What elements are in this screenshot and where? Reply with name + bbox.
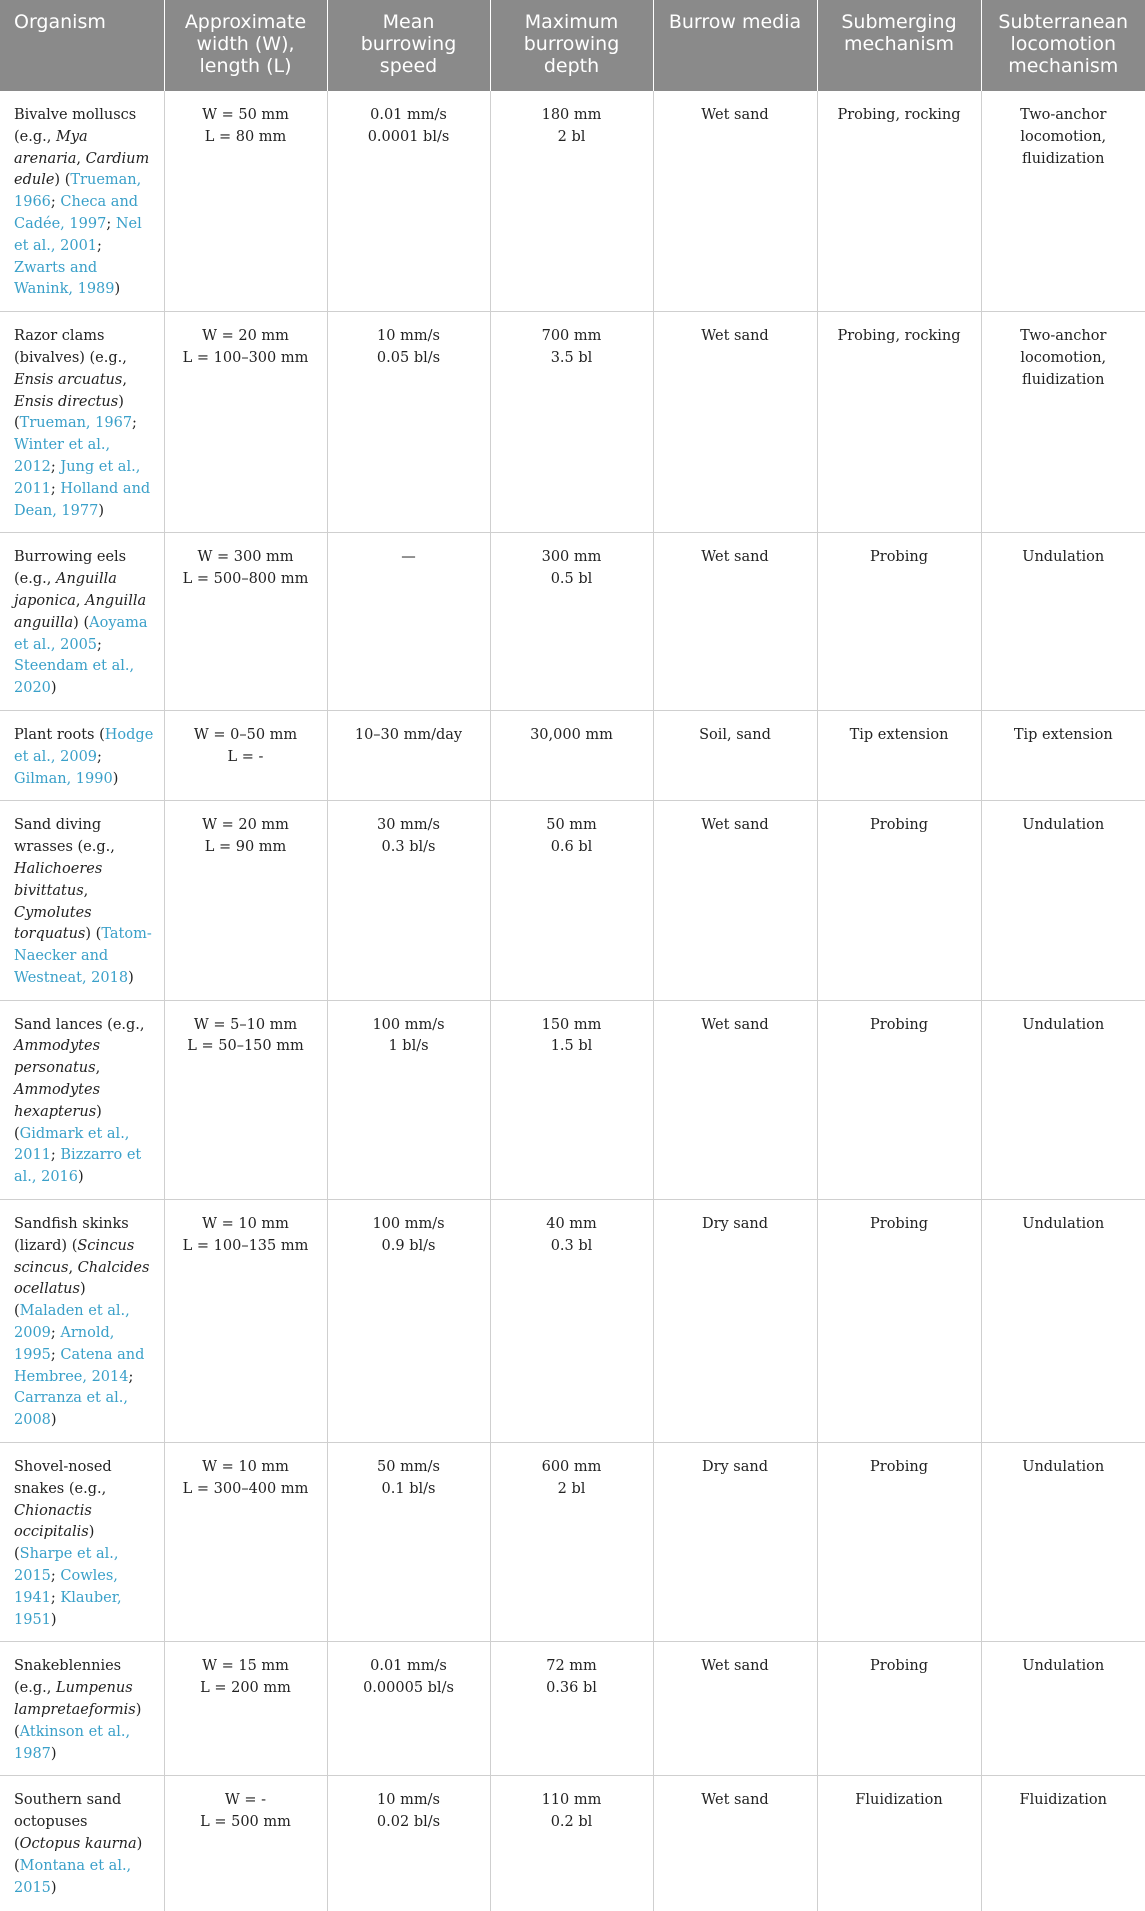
cell-speed [327,1443,490,1642]
species-separator: , [122,371,127,388]
table-header [0,0,1145,91]
reference-link[interactable]: Bizzarro et al., 2016 [14,1147,142,1186]
organism-close: ) [136,1836,143,1853]
refs-open: ( [14,415,20,432]
organism-name: Razor clams (bivalves) (e.g., [14,328,127,366]
organism-close: ) [88,1524,95,1541]
cell-submerging-text: Probing [870,817,928,834]
cell-depth [490,801,653,1000]
reference-separator: ; [50,1325,61,1342]
cell-submerging [817,91,981,312]
organism-close: ) [54,172,61,189]
cell-locomotion [981,710,1145,800]
cell-size-line1: W = 10 mm [202,1216,289,1233]
cell-locomotion-text: Tip extension [1013,726,1113,743]
cell-locomotion-text: Undulation [1022,1016,1105,1033]
table-row [0,312,1145,533]
cell-speed-line2: 0.00005 bl/s [363,1680,454,1697]
cell-size-line2: L = 50–150 mm [187,1038,304,1055]
species-separator: , [75,592,86,609]
cell-depth [490,1443,653,1642]
cell-speed [327,710,490,800]
reference-link[interactable]: Tatom-Naecker and Westneat, 2018 [14,926,152,986]
species-name: Octopus kaurna [19,1836,137,1853]
refs-close: ) [112,770,119,787]
reference-link[interactable]: Cowles, 1941 [14,1568,118,1606]
cell-submerging [817,312,981,533]
reference-link[interactable]: Gilman, 1990 [14,770,113,787]
cell-speed-line1: 30 mm/s [377,817,440,834]
cell-locomotion-text: Two-anchor locomotion, fluidization [1020,328,1107,388]
cell-organism [0,1200,164,1443]
cell-size-line2: L = 80 mm [204,128,287,145]
refs-open: ( [14,1723,20,1740]
cell-locomotion-text: Undulation [1022,1459,1105,1476]
cell-locomotion [981,1000,1145,1199]
organism-close: ) [135,1702,142,1719]
cell-speed-line1: 0.01 mm/s [370,107,447,123]
species-name: Chionactis occipitalis [14,1502,92,1541]
cell-size-line2: L = 500 mm [200,1814,291,1831]
table-row [0,1200,1145,1443]
cell-speed-line1: 50 mm/s [377,1459,440,1476]
reference-link[interactable]: Klauber, 1951 [14,1589,122,1628]
cell-size [164,710,327,800]
header-speed: Mean burrowing speed [327,0,490,91]
organism-close: ) [85,926,92,943]
cell-size-line1: W = 0–50 mm [193,726,298,743]
cell-depth [490,1776,653,1911]
cell-depth-line2: 0.6 bl [550,839,593,856]
cell-speed [327,801,490,1000]
reference-separator: ; [50,1346,61,1363]
species-name: Lumpenus lampretaeformis [14,1680,136,1719]
reference-link[interactable]: Atkinson et al., 1987 [14,1723,131,1762]
cell-speed [327,1776,490,1911]
reference-link[interactable]: Sharpe et al., 2015 [14,1546,119,1585]
table-row [0,710,1145,800]
cell-depth [490,312,653,533]
organism-name: Sand diving wrasses (e.g., [14,817,115,856]
cell-size-line2: L = 90 mm [204,839,287,856]
cell-size-line2: L = 500–800 mm [182,571,309,588]
cell-organism [0,801,164,1000]
organism-name: Burrowing eels (e.g., [14,549,127,588]
species-name: Halichoeres bivittatus [14,860,103,899]
cell-depth-line1: 50 mm [546,817,597,834]
reference-link[interactable]: Hodge et al., 2009 [14,726,154,765]
cell-size-line1: W = 300 mm [197,549,294,566]
cell-size-line1: W = 20 mm [202,817,289,834]
cell-size-line2: L = - [227,748,264,765]
reference-link[interactable]: Steendam et al., 2020 [14,658,135,697]
cell-media-text: Wet sand [701,817,769,834]
reference-separator: ; [97,237,102,254]
cell-speed [327,1200,490,1443]
header-submerging: Submerging mechanism [817,0,981,91]
cell-depth-line1: 300 mm [541,549,602,566]
species-name: Ammodytes personatus [14,1038,101,1077]
cell-speed-line1: 10 mm/s [377,328,440,345]
cell-depth-line2: 2 bl [557,128,586,145]
cell-depth-line2: 0.36 bl [546,1680,597,1697]
reference-link[interactable]: Arnold, 1995 [14,1325,115,1363]
cell-media [653,1776,817,1911]
table-row [0,1443,1145,1642]
reference-link[interactable]: Jung et al., 2011 [14,458,141,497]
cell-media [653,533,817,711]
cell-speed-line2: 0.02 bl/s [376,1814,441,1831]
cell-depth [490,91,653,312]
species-name: Mya arenaria [14,128,88,167]
refs-close: ) [78,1169,84,1186]
reference-separator: ; [50,1568,61,1585]
species-name: Scincus scincus [14,1237,135,1276]
cell-submerging-text: Probing [870,1016,928,1033]
cell-organism [0,1000,164,1199]
species-name: Anguilla japonica [14,571,117,609]
reference-link[interactable]: Montana et al., 2015 [14,1857,132,1896]
cell-submerging-text: Tip extension [849,726,949,743]
cell-locomotion-text: Undulation [1022,1216,1105,1233]
species-separator: , [95,1060,101,1077]
cell-speed-line1: — [401,549,416,566]
cell-speed [327,91,490,312]
organism-close: ) [79,1281,86,1298]
refs-open: ( [60,172,71,189]
cell-locomotion [981,1776,1145,1911]
cell-submerging-text: Probing [870,1216,928,1233]
cell-depth-line2: 1.5 bl [550,1038,593,1055]
cell-depth-line1: 30,000 mm [530,726,613,743]
refs-open: ( [94,726,105,743]
species-name: Anguilla anguilla [14,592,147,631]
reference-separator: ; [50,1147,61,1164]
cell-size-line1: W = - [224,1792,267,1809]
cell-submerging-text: Probing [870,549,928,566]
cell-locomotion [981,1443,1145,1642]
organism-name: Shovel-nosed snakes (e.g., [14,1459,112,1497]
cell-media [653,1200,817,1443]
cell-locomotion [981,91,1145,312]
organism-close: ) [118,393,124,410]
table-row [0,1642,1145,1776]
header-depth: Maximum burrowing depth [490,0,653,91]
cell-submerging-text: Probing, rocking [837,107,961,123]
reference-separator: ; [97,748,102,765]
cell-submerging-text: Fluidization [855,1792,943,1809]
species-name: Ensis directus [14,393,119,410]
refs-close: ) [128,969,134,986]
cell-locomotion [981,801,1145,1000]
cell-depth-line1: 72 mm [546,1658,597,1675]
cell-depth [490,1200,653,1443]
cell-size [164,91,327,312]
cell-speed-line1: 10 mm/s [377,1792,440,1809]
cell-locomotion [981,1642,1145,1776]
species-separator: , [83,882,89,899]
table-body [0,91,1145,1911]
species-name: Cardium edule [14,150,150,189]
refs-open: ( [14,1125,20,1142]
cell-depth [490,533,653,711]
table-row [0,91,1145,312]
cell-media [653,710,817,800]
cell-depth-line2: 0.2 bl [550,1814,593,1831]
header-media: Burrow media [653,0,817,91]
reference-link[interactable]: Nel et al., 2001 [14,215,142,254]
refs-close: ) [50,1745,57,1762]
refs-close: ) [114,281,121,298]
cell-organism [0,91,164,312]
reference-link[interactable]: Catena and Hembree, 2014 [14,1346,145,1385]
cell-speed [327,312,490,533]
cell-depth-line2: 0.5 bl [550,571,593,588]
refs-open: ( [14,1857,20,1874]
reference-link[interactable]: Holland and Dean, 1977 [14,480,151,519]
cell-depth [490,1000,653,1199]
cell-organism [0,1776,164,1911]
cell-media-text: Soil, sand [699,726,771,743]
header-locomotion: Subterranean locomotion mechanism [981,0,1145,91]
cell-depth-line2: 2 bl [557,1480,586,1497]
header-row [0,0,1145,91]
reference-link[interactable]: Maladen et al., 2009 [14,1303,130,1342]
species-name: Ensis arcuatus [14,371,123,388]
cell-media [653,312,817,533]
organism-name: Sandfish skinks (lizard) ( [14,1216,129,1254]
cell-size-line2: L = 100–135 mm [182,1237,309,1254]
cell-depth-line2: 3.5 bl [550,349,593,366]
cell-media-text: Wet sand [701,549,769,566]
cell-media [653,801,817,1000]
cell-size-line1: W = 5–10 mm [193,1016,298,1033]
refs-close: ) [50,1611,57,1628]
refs-close: ) [98,502,104,519]
cell-size [164,1200,327,1443]
cell-depth-line1: 600 mm [541,1459,602,1476]
reference-separator: ; [50,480,61,497]
cell-depth-line1: 40 mm [546,1216,597,1233]
species-separator: , [76,150,86,167]
cell-speed-line2: 0.0001 bl/s [367,128,450,145]
cell-depth-line2: 0.3 bl [550,1237,593,1254]
cell-speed [327,533,490,711]
cell-size [164,1642,327,1776]
cell-size [164,533,327,711]
organism-name: Plant roots [14,726,95,743]
refs-close: ) [50,680,57,697]
cell-speed [327,1642,490,1776]
cell-locomotion [981,312,1145,533]
cell-speed-line2: 0.3 bl/s [381,839,436,856]
cell-size-line1: W = 50 mm [202,107,289,123]
cell-submerging [817,1443,981,1642]
table-row [0,801,1145,1000]
cell-speed-line1: 0.01 mm/s [370,1658,447,1675]
cell-submerging [817,1642,981,1776]
refs-open: ( [78,614,90,631]
cell-speed-line2: 0.05 bl/s [376,349,441,366]
refs-close: ) [50,1879,57,1896]
species-name: Ammodytes hexapterus [14,1082,101,1120]
cell-submerging-text: Probing [870,1658,928,1675]
cell-size-line1: W = 20 mm [202,328,289,345]
cell-speed-line2: 0.1 bl/s [381,1480,436,1497]
cell-speed-line1: 100 mm/s [372,1016,445,1033]
cell-locomotion-text: Fluidization [1019,1792,1107,1809]
cell-organism [0,710,164,800]
cell-media [653,1642,817,1776]
organism-close: ) [96,1103,102,1120]
cell-media-text: Wet sand [701,1658,769,1675]
cell-size [164,1776,327,1911]
cell-submerging [817,533,981,711]
cell-size [164,801,327,1000]
reference-separator: ; [50,458,61,475]
cell-locomotion [981,533,1145,711]
table-row [0,1776,1145,1911]
reference-link[interactable]: Trueman, 1967 [19,415,133,432]
cell-media-text: Wet sand [701,328,769,345]
cell-organism [0,1443,164,1642]
cell-depth-line1: 110 mm [541,1792,602,1809]
reference-link[interactable]: Checa and Cadée, 1997 [14,194,139,232]
cell-depth [490,710,653,800]
organism-name: Southern sand octopuses ( [14,1792,122,1853]
reference-link[interactable]: Gidmark et al., 2011 [14,1125,130,1164]
cell-organism [0,312,164,533]
cell-organism [0,1642,164,1776]
cell-speed-line2: 1 bl/s [388,1038,429,1055]
reference-separator: ; [97,636,102,653]
reference-separator: ; [132,415,137,432]
cell-submerging [817,801,981,1000]
cell-depth-line1: 700 mm [541,328,602,345]
cell-size [164,1443,327,1642]
cell-media-text: Wet sand [701,1792,769,1809]
cell-submerging [817,710,981,800]
header-size: Approximate width (W), length (L) [164,0,327,91]
cell-media-text: Wet sand [701,107,769,123]
cell-locomotion-text: Undulation [1022,549,1105,566]
cell-locomotion-text: Two-anchor locomotion, fluidization [1020,107,1107,167]
reference-link[interactable]: Zwarts and Wanink, 1989 [14,259,115,298]
cell-media-text: Dry sand [701,1459,769,1476]
cell-submerging [817,1000,981,1199]
cell-depth-line1: 150 mm [541,1016,602,1033]
cell-submerging-text: Probing [870,1459,928,1476]
organism-name: Sand lances (e.g., [14,1016,145,1033]
cell-submerging-text: Probing, rocking [837,328,961,345]
cell-speed-line1: 100 mm/s [372,1216,445,1233]
table-row [0,1000,1145,1199]
cell-locomotion-text: Undulation [1022,1658,1105,1675]
cell-size-line1: W = 10 mm [202,1459,289,1476]
cell-speed-line1: 10–30 mm/day [354,726,463,743]
species-name: Cymolutes torquatus [14,904,92,943]
cell-locomotion-text: Undulation [1022,817,1105,834]
reference-link[interactable]: Trueman, 1966 [14,172,142,211]
cell-speed-line2: 0.9 bl/s [381,1237,436,1254]
reference-separator: ; [50,194,61,211]
organism-close: ) [73,614,79,631]
organism-name: Bivalve molluscs (e.g., [14,107,137,145]
cell-size [164,1000,327,1199]
cell-size-line1: W = 15 mm [202,1658,289,1675]
cell-speed [327,1000,490,1199]
reference-link[interactable]: Aoyama et al., 2005 [14,614,148,653]
reference-separator: ; [106,215,116,232]
cell-depth-line1: 180 mm [541,107,602,123]
cell-size-line2: L = 300–400 mm [182,1480,309,1497]
reference-link[interactable]: Winter et al., 2012 [14,437,111,475]
cell-locomotion [981,1200,1145,1443]
cell-media [653,1443,817,1642]
cell-size-line2: L = 100–300 mm [182,349,309,366]
species-name: Chalcides ocellatus [14,1259,150,1298]
cell-size-line2: L = 200 mm [200,1680,291,1697]
cell-media-text: Wet sand [701,1016,769,1033]
cell-submerging [817,1200,981,1443]
reference-link[interactable]: Carranza et al., 2008 [14,1390,128,1429]
reference-separator: ; [128,1368,134,1385]
cell-depth [490,1642,653,1776]
reference-separator: ; [50,1589,61,1606]
cell-size [164,312,327,533]
cell-media [653,1000,817,1199]
refs-close: ) [50,1412,57,1429]
cell-media-text: Dry sand [701,1216,769,1233]
table-row [0,533,1145,711]
species-separator: , [68,1259,78,1276]
refs-open: ( [14,1303,20,1320]
refs-open: ( [91,926,102,943]
cell-submerging [817,1776,981,1911]
cell-media [653,91,817,312]
refs-open: ( [14,1546,20,1563]
cell-organism [0,533,164,711]
header-organism: Organism [0,0,164,91]
organism-name: Snakeblennies (e.g., [14,1658,122,1697]
